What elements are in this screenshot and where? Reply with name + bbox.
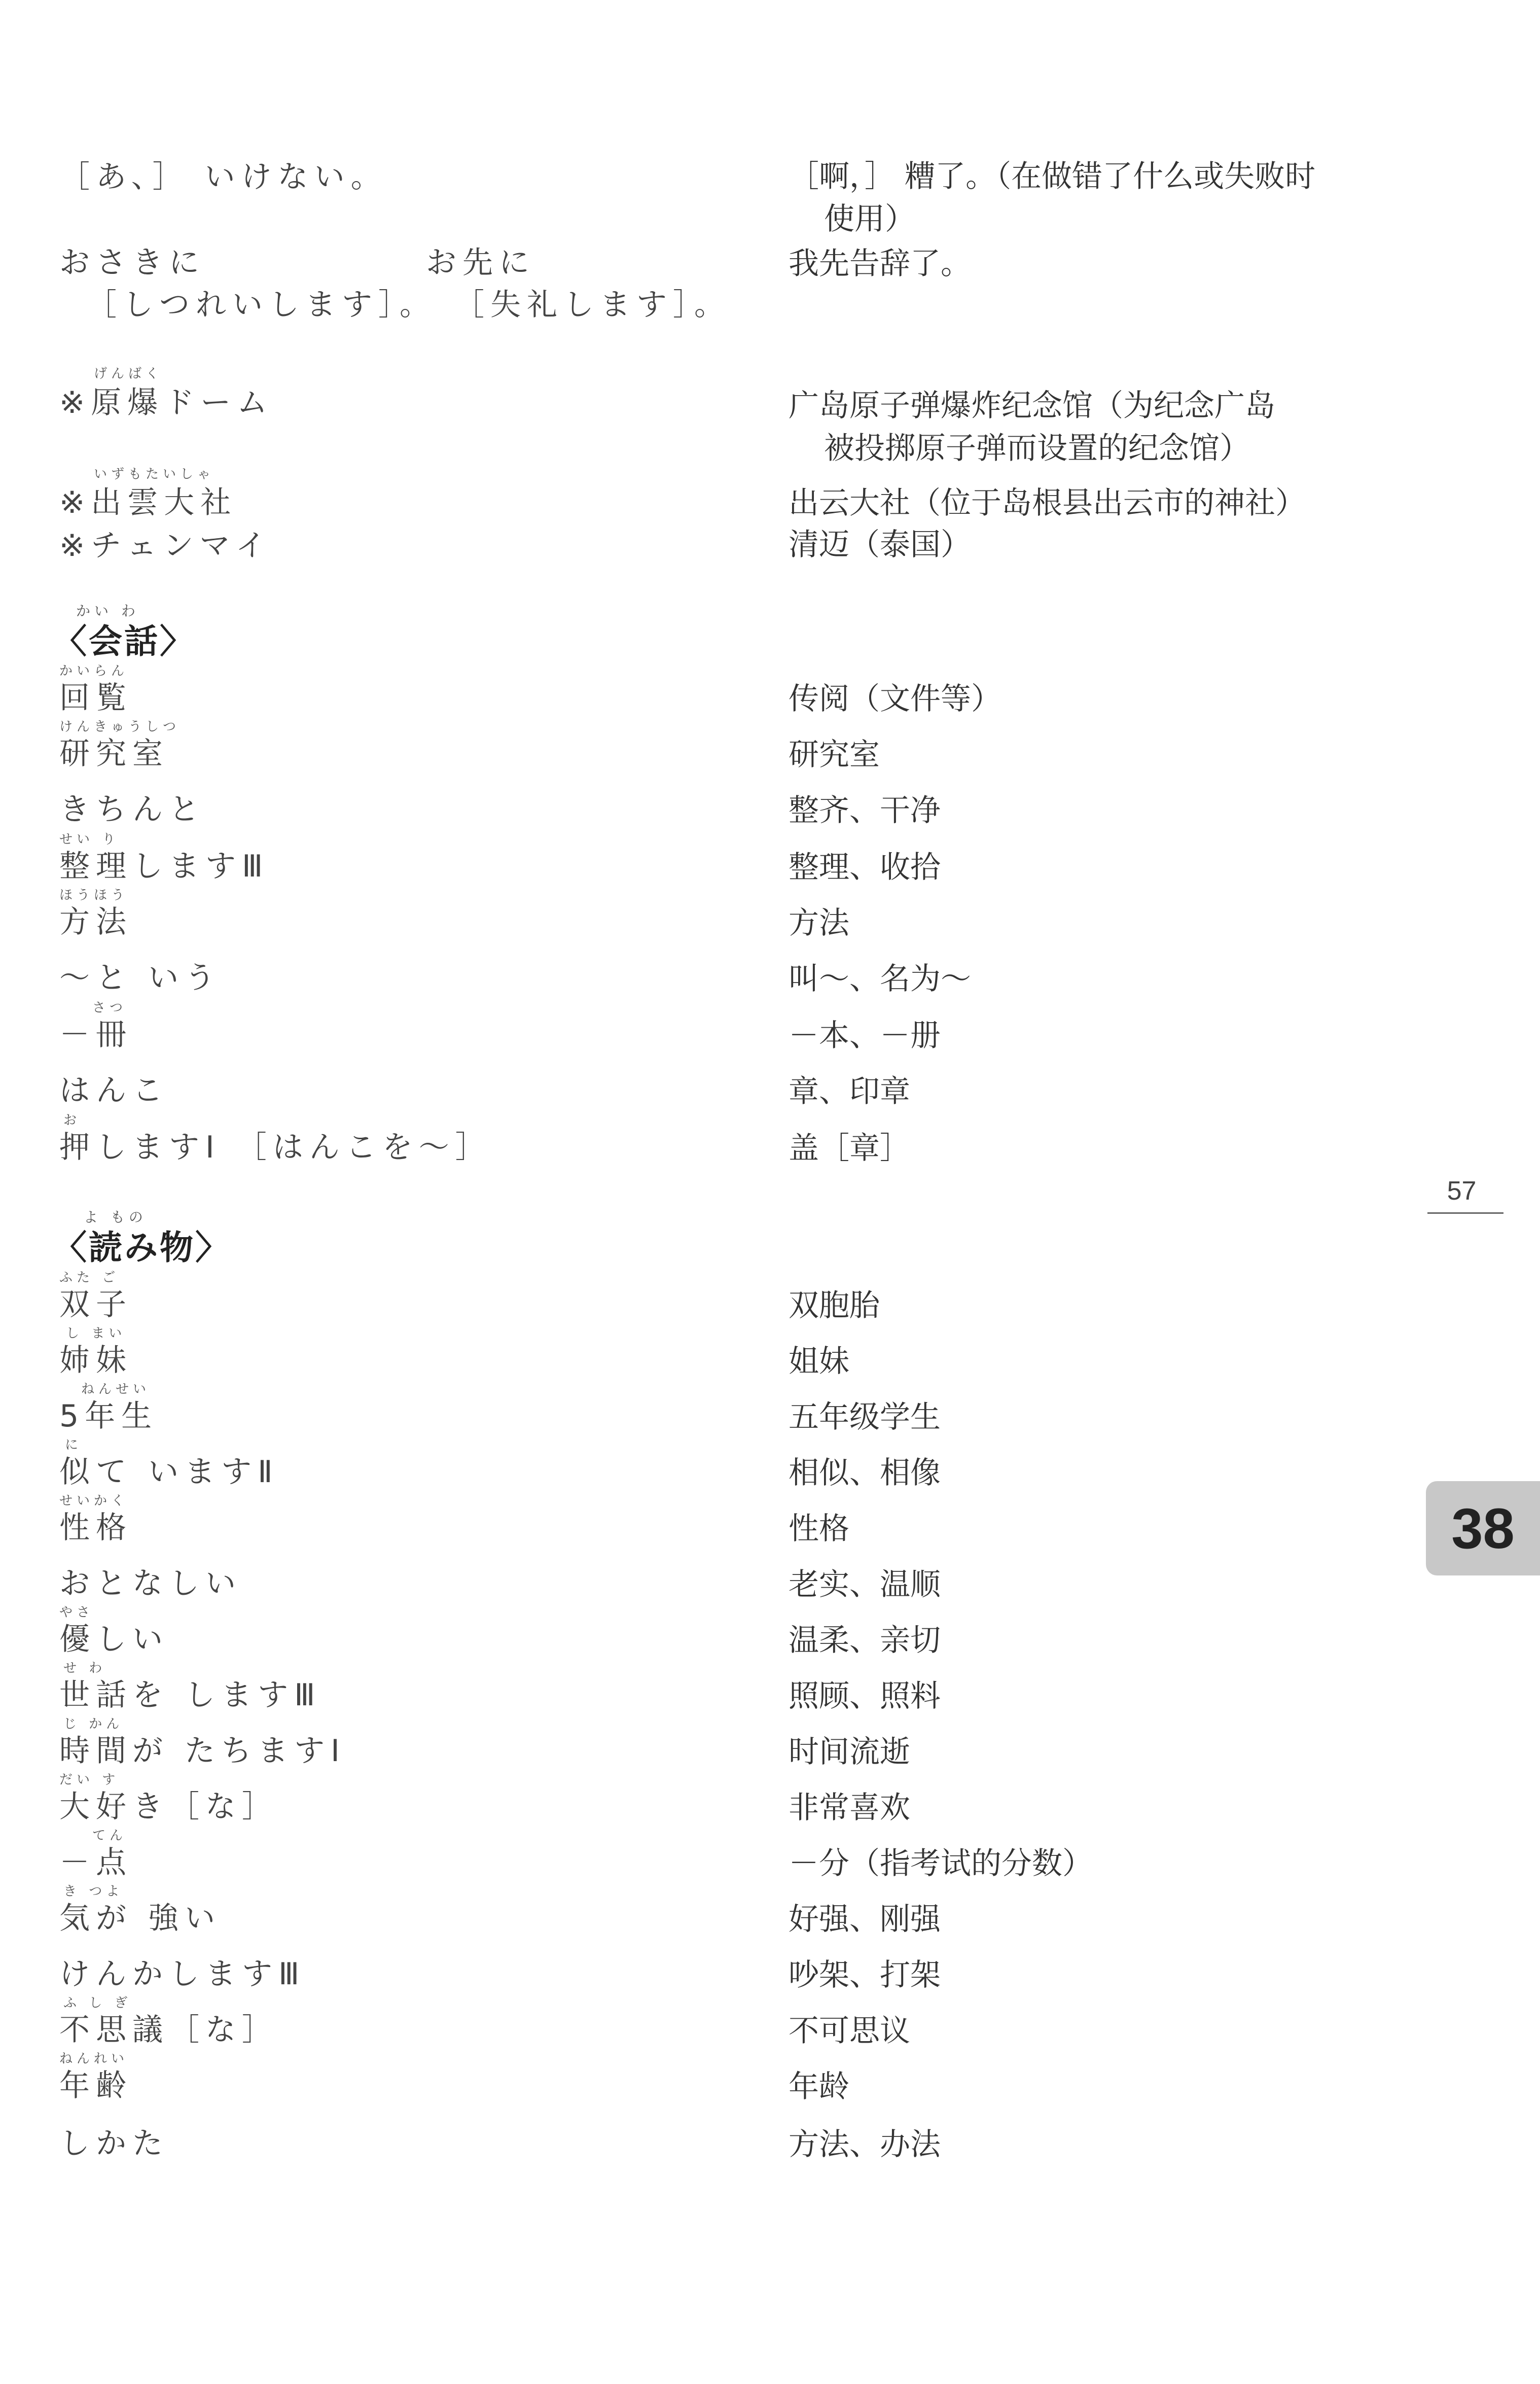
zh-translation: 老实、温顺 <box>789 1567 941 1602</box>
jp-term-cont: ［しつれいします］。 <box>86 287 436 323</box>
ruby-reading: ねんせい <box>81 1382 151 1397</box>
zh-translation-cont: 使用） <box>824 201 915 237</box>
ruby-reading: ふ し ぎ <box>63 1995 132 2011</box>
ruby-reading: ほうほう <box>59 888 129 903</box>
ruby-reading: ふた ご <box>59 1270 120 1285</box>
zh-translation: 时间流逝 <box>789 1734 910 1770</box>
jp-term: 5年生 <box>59 1398 158 1434</box>
zh-translation: 照顾、照料 <box>789 1678 941 1714</box>
ruby-reading: ねんれい <box>59 2051 129 2066</box>
page-number-underline <box>1427 1212 1503 1214</box>
ruby-reading: せいかく <box>59 1493 129 1509</box>
jp-term: ［あ、］ いけない。 <box>59 159 387 195</box>
ruby-reading: かいらん <box>59 663 129 679</box>
section-heading-kaiwa: 〈会話〉 <box>53 622 195 661</box>
zh-translation: 双胞胎 <box>789 1288 880 1323</box>
ruby-reading: に <box>65 1438 83 1453</box>
ruby-reading: し まい <box>66 1326 126 1341</box>
jp-term: －点 <box>59 1845 132 1880</box>
ruby-reading: お <box>63 1113 81 1128</box>
zh-translation: 姐妹 <box>789 1344 849 1379</box>
zh-translation: 广岛原子弹爆炸纪念馆（为纪念广岛 <box>789 388 1275 424</box>
jp-term: 性格 <box>59 1510 132 1546</box>
jp-term: 方法 <box>59 904 132 940</box>
zh-translation: 不可思议 <box>789 2013 910 2049</box>
ruby-reading: けんきゅうしつ <box>59 719 181 734</box>
zh-translation: 五年级学生 <box>789 1399 941 1435</box>
jp-term: ～と いう <box>59 960 222 996</box>
jp-term: 時間が たちますⅠ <box>59 1733 346 1769</box>
chapter-tab <box>1426 1481 1540 1575</box>
jp-term-kanji: お先に <box>426 245 535 281</box>
jp-term: 押しますⅠ ［はんこを～］ <box>59 1130 492 1165</box>
section-ruby: かい わ <box>76 603 139 619</box>
jp-term: 優しい <box>59 1622 169 1657</box>
zh-translation: 盖［章］ <box>789 1131 910 1166</box>
zh-translation: －分（指考试的分数） <box>789 1846 1093 1881</box>
jp-term: 年齢 <box>59 2068 132 2103</box>
ruby-reading: せ わ <box>63 1661 106 1676</box>
zh-translation: ［啊，］ 糟了。（在做错了什么或失败时 <box>789 159 1316 194</box>
jp-term: －冊 <box>59 1017 132 1053</box>
jp-term: おとなしい <box>59 1566 242 1601</box>
section-ruby: よ もの <box>84 1209 147 1225</box>
ruby-reading: てん <box>92 1828 127 1843</box>
section-heading-yomimono: 〈読み物〉 <box>53 1228 231 1267</box>
ruby-reading: き つよ <box>63 1884 124 1899</box>
zh-translation: 出云大社（位于岛根县出云市的神社） <box>789 485 1306 521</box>
ruby-reading: げんばく <box>94 366 163 381</box>
jp-term: 似て いますⅡ <box>59 1454 279 1490</box>
jp-term-kanji-cont: ［失礼します］。 <box>454 287 731 323</box>
zh-translation-cont: 被投掷原子弹而设置的纪念馆） <box>824 431 1250 466</box>
page-number: 57 <box>1447 1176 1477 1206</box>
ruby-reading: やさ <box>59 1605 94 1620</box>
ruby-reading: いずもたいしゃ <box>94 467 215 482</box>
zh-translation: －本、－册 <box>789 1018 941 1054</box>
jp-term: ※原爆ドーム <box>59 385 274 420</box>
zh-translation: 整齐、干净 <box>789 793 941 828</box>
zh-translation: 吵架、打架 <box>789 1957 941 1993</box>
ruby-reading: じ かん <box>63 1716 124 1732</box>
zh-translation: 传阅（文件等） <box>789 681 1001 717</box>
jp-term: 不思議［な］ <box>59 2012 278 2048</box>
jp-term: 大好き［な］ <box>59 1789 278 1825</box>
ruby-reading: さつ <box>92 1000 127 1015</box>
jp-term: きちんと <box>59 792 205 827</box>
ruby-reading: だい す <box>59 1772 120 1787</box>
zh-translation: 叫～、名为～ <box>789 961 971 997</box>
jp-term: はんこ <box>59 1073 169 1108</box>
chapter-tab-label: 38 <box>1451 1496 1515 1560</box>
zh-translation: 性格 <box>789 1511 849 1547</box>
jp-term: 世話を しますⅢ <box>59 1677 321 1713</box>
jp-term: 整理しますⅢ <box>59 849 269 884</box>
zh-translation: 非常喜欢 <box>789 1790 910 1826</box>
jp-term: しかた <box>59 2126 169 2161</box>
zh-translation: 方法、办法 <box>789 2127 941 2162</box>
zh-translation: 清迈（泰国） <box>789 527 971 563</box>
zh-translation: 整理、收拾 <box>789 850 941 885</box>
jp-term: 姉妹 <box>59 1343 132 1378</box>
jp-term: 気が 強い <box>59 1901 222 1936</box>
jp-term: けんかしますⅢ <box>59 1956 306 1992</box>
jp-term: 双子 <box>59 1287 132 1322</box>
zh-translation: 好强、刚强 <box>789 1902 941 1937</box>
zh-translation: 相似、相像 <box>789 1455 941 1491</box>
zh-translation: 章、印章 <box>789 1074 910 1109</box>
zh-translation: 研究室 <box>789 737 880 773</box>
jp-term: おさきに <box>59 245 205 281</box>
jp-term: 回覧 <box>59 680 132 716</box>
ruby-reading: せい り <box>59 832 120 847</box>
zh-translation: 方法 <box>789 905 849 941</box>
jp-term: 研究室 <box>59 736 169 772</box>
zh-translation: 温柔、亲切 <box>789 1623 941 1658</box>
zh-translation: 年龄 <box>789 2069 849 2105</box>
jp-term: ※出雲大社 <box>59 485 237 520</box>
zh-translation: 我先告辞了。 <box>789 246 971 282</box>
jp-term: ※チェンマイ <box>59 528 272 564</box>
